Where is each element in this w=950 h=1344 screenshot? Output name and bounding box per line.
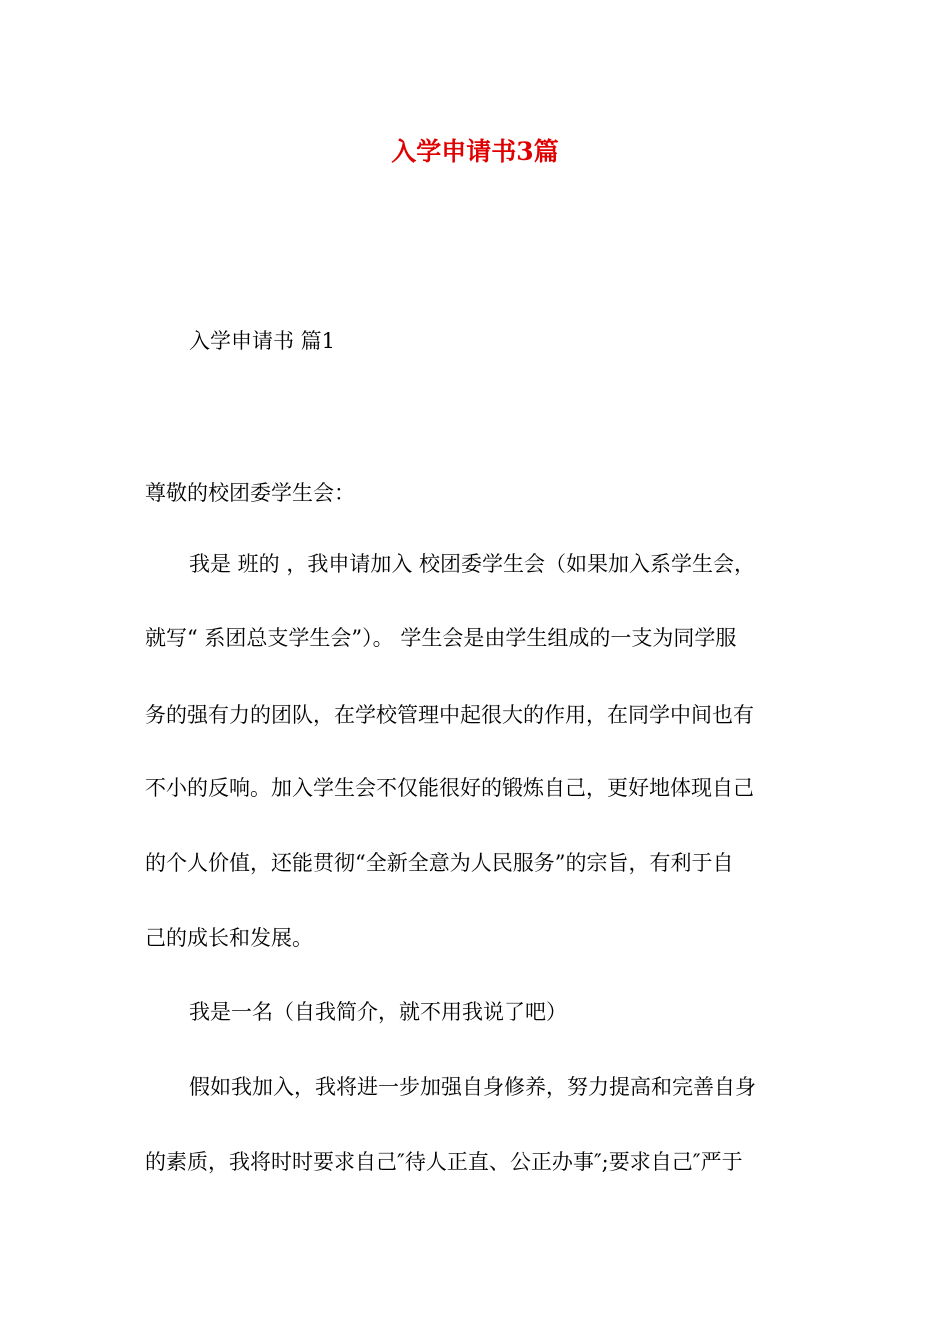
paragraph-line: 的个人价值，还能贯彻“全新全意为人民服务”的宗旨，有利于自 [145, 851, 734, 875]
paragraph-line: 务的强有力的团队，在学校管理中起很大的作用，在同学中间也有 [145, 703, 754, 727]
paragraph-line: 假如我加入，我将进一步加强自身修养，努力提高和完善自身 [189, 1075, 756, 1099]
paragraph-line: 的素质，我将时时要求自己″待人正直、公正办事″;要求自己″严于 [145, 1150, 743, 1174]
section-heading: 入学申请书 篇1 [189, 329, 336, 353]
paragraph-line: 己的成长和发展。 [145, 926, 313, 950]
document-title: 入学申请书3篇 [391, 137, 559, 166]
paragraph-line: 我是一名（自我简介，就不用我说了吧） [189, 1000, 567, 1024]
paragraph-line: 就写“ 系团总支学生会”）。 学生会是由学生组成的一支为同学服 [145, 626, 737, 650]
paragraph-line: 我是 班的 ，我申请加入 校团委学生会（如果加入系学生会， [189, 552, 756, 576]
paragraph-line: 不小的反响。加入学生会不仅能很好的锻炼自己，更好地体现自己 [145, 776, 754, 800]
salutation: 尊敬的校团委学生会： [145, 481, 355, 505]
